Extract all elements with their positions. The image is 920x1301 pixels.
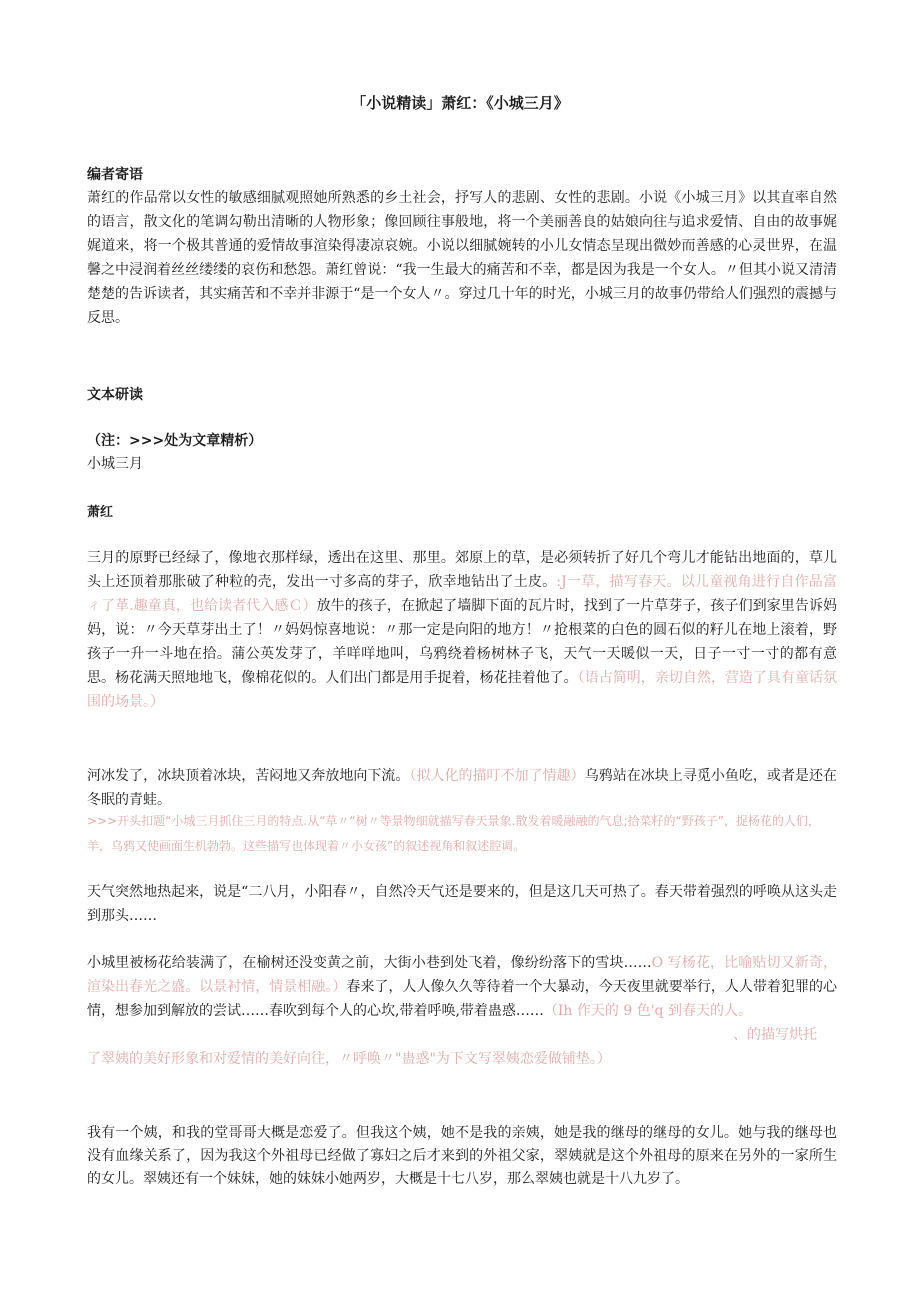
annotation-note: （拟人化的描叮不加了情趣） <box>409 768 585 784</box>
analysis-note-label: （注：>>>处为文章精析） <box>87 433 263 449</box>
annotation-note: O 写杨花，比喻贴切又新奇，渲染出春光之盛。以景衬情，情景相融。） <box>87 955 837 995</box>
paragraph-spring-field <box>87 546 837 714</box>
annotation-note: :J一草，描写春天。以儿童视角进行自作品富ㄔ了革.趣童真，也给读者代入感Ｃ） <box>87 574 837 614</box>
annotation-note: （Ih 作天的 9 色'q 到春天的人。 <box>543 1003 752 1019</box>
editor-paragraph: 萧红的作品常以女性的敏感细腻观照她所熟悉的乡土社会，抒写人的悲剧、女性的悲剧。小说《小城三月》以其直率自然的语言，散文化的笔调勾勒出清晰的人物形象；像回顾往事般地，将一个美丽善良的姑娘向往与追求爱情、自由的故事娓娓道来，将一个极其普通的爱情故事渲染得凄凉哀婉。小说以细腻婉转的小儿女情态呈现出微妙而善感的心灵世界，在温馨之中浸润着丝丝缕缕的哀伤和愁怨。萧红曾说：“我一生最大的痛苦和不幸，都是因为我是一个女人。〃但其小说又清清楚楚的告诉读者，其实痛苦和不幸并非源于“是一个女人〃。穿过几十年的时光，小城三月的故事仍带给人们强烈的震撼与反思。 <box>87 190 837 326</box>
paragraph-aunt-cui: 我有一个姨，和我的堂哥哥大概是恋爱了。但我这个姨，她不是我的亲姨，她是我的继母的继母的女儿。她与我的继母也没有血缘关系了，因为我这个外祖母已经做了寡妇之后才来到的外祖父家，翠姨就是这个外祖母的原来在另外的一家所生的女儿。翠姨还有一个妹妹，她的妹妹小她两岁，大概是十七八岁，那么翠姨也就是十八九岁了。 <box>87 1125 837 1187</box>
analysis-paragraph: >>>开头扣题“小城三月抓住三月的特点.从“草〃“树〃等景物细就描写春天景象.散发着暖融融的气息;拾菜籽的“野孩子”，捉杨花的人们，羊，乌鸦又使画面生机勃勃。这些描写也体现着〃小女孩”的叙述视角和叙述腔调。 <box>87 814 820 853</box>
paragraph-river-ice <box>87 764 837 812</box>
paragraph-text: 乌鸦站在冰块上寻觅小鱼吃，或者是还在冬眠的青蛙。 <box>87 768 838 808</box>
paragraph-text: 春来了，人人像久久等待着一个大暴动，今天夜里就要举行，人人带着犯罪的心情，想参加到解放的尝试……春吹到每个人的心坎,带着呼唤,带着蛊惑…… <box>87 979 837 1019</box>
annotation-note: （语占简明，亲切自然，营造了具有童话氛围的场景。） <box>87 670 838 710</box>
paragraph-text: 河冰发了，冰块顶着冰块，苦闷地又奔放地向下流。 <box>87 768 410 784</box>
annotation-fragment: 、的描写烘托 <box>733 1027 817 1043</box>
paragraph-text: 三月的原野已经绿了，像地衣那样绿，透出在这里、那里。郊原上的草，是必须转折了好几个弯儿才能钻出地面的，草儿头上还顶着那胀破了种粒的壳，发出一寸多高的芽子，欣幸地钻出了土皮。 <box>87 550 837 590</box>
paragraph-poplar-flowers <box>87 951 837 1023</box>
editor-heading: 编者寄语 <box>87 167 143 183</box>
annotation-note: 了翠姨的美好形象和对爱情的美好向往，〃呼唤〃"蛊惑"为下文写翠姨恋爱做铺垫。） <box>87 1051 611 1067</box>
story-author: 萧红 <box>87 505 114 520</box>
paragraph-text: 放牛的孩子，在掀起了墙脚下面的瓦片时，找到了一片草芽子，孩子们到家里告诉妈妈，说：〃今天草芽出土了！〃妈妈惊喜地说：〃那一定是向阳的地方！〃抢根菜的白色的圆石似的籽儿在地上滚着，野孩子一升一斗地在拾。蒲公英发芽了，羊咩咩地叫，乌鸦绕着杨树林子飞，天气一天暖似一天，日子一寸一寸的都有意思。杨花满天照地地飞，像棉花似的。人们出门都是用手捉着，杨花挂着他了。 <box>87 598 838 686</box>
study-heading: 文本研读 <box>87 387 143 403</box>
paragraph-text: 小城里被杨花给装满了，在榆树还没变黄之前，大街小巷到处飞着，像纷纷落下的雪块…… <box>87 955 652 971</box>
page-title: 「小说精读」萧红：《小城三月》 <box>351 94 569 112</box>
story-title: 小城三月 <box>87 456 143 472</box>
paragraph-warm-weather: 天气突然地热起来，说是“二八月，小阳春〃，自然冷天气还是要来的，但是这几天可热了。春天带着强烈的呼唤从这头走到那头…… <box>87 884 837 924</box>
